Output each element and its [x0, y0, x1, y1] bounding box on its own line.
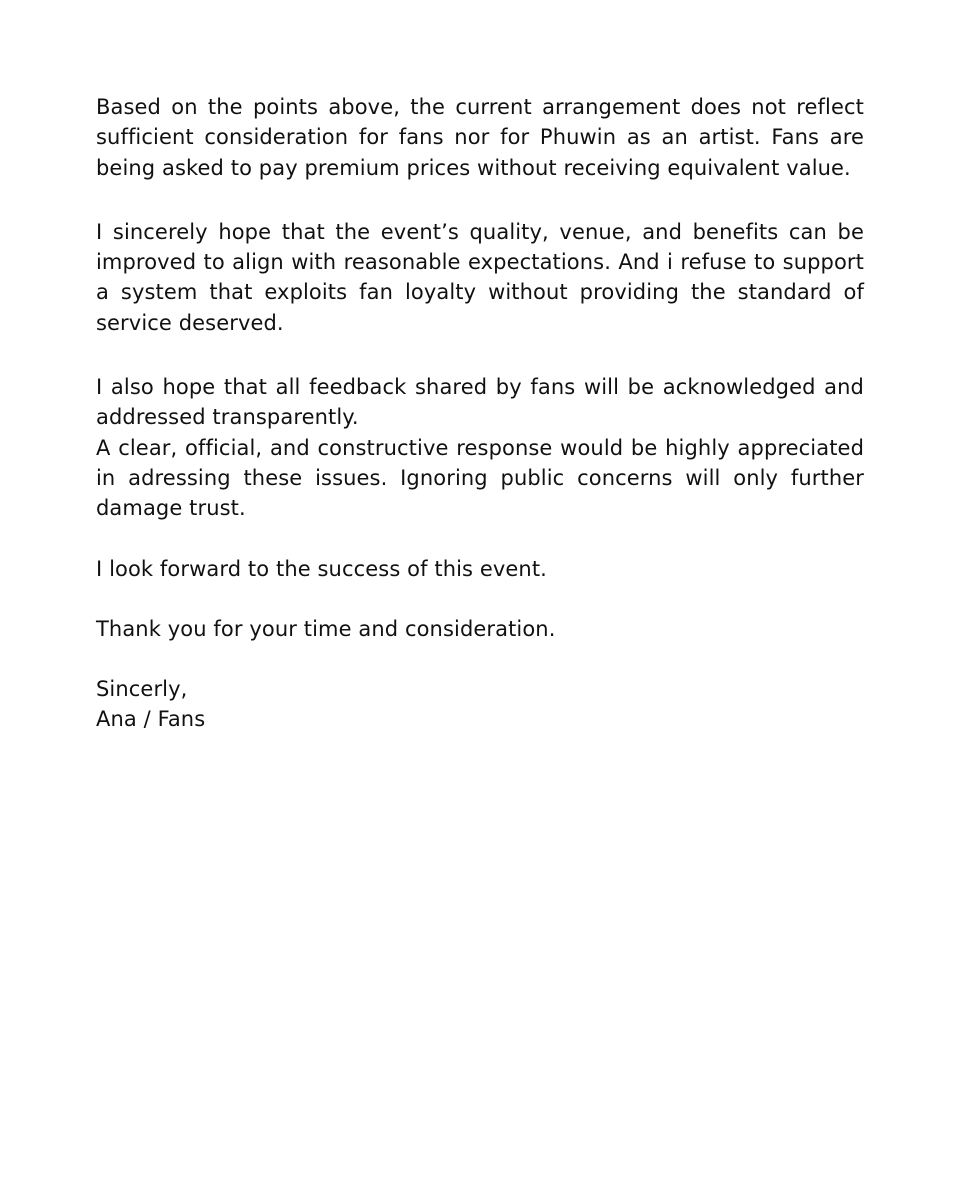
- paragraph-arrangement: Based on the points above, the current arrangement does not reflect sufficient consideration for fans nor for Phuwin as an artist. Fans are being asked to pay premium prices without receiving equivalent value.: [96, 95, 864, 180]
- closing: Sincerly,: [96, 677, 188, 702]
- signature: Ana / Fans: [96, 707, 206, 732]
- paragraph-feedback: I also hope that all feedback shared by fans will be acknowledged and addressed transparently.: [96, 375, 864, 430]
- letter-body: [96, 92, 864, 735]
- paragraph-thanks: Thank you for your time and consideration.: [96, 616, 556, 641]
- paragraph-response: A clear, official, and constructive response would be highly appreciated in adressing these issues. Ignoring public concerns will only further damage trust.: [96, 435, 864, 521]
- paragraph-improvement: I sincerely hope that the event’s quality, venue, and benefits can be improved to align with reasonable expectations. And i refuse to support a system that exploits fan loyalty without providing the standard of service deserved.: [96, 219, 864, 335]
- paragraph-success: I look forward to the success of this event.: [96, 556, 547, 581]
